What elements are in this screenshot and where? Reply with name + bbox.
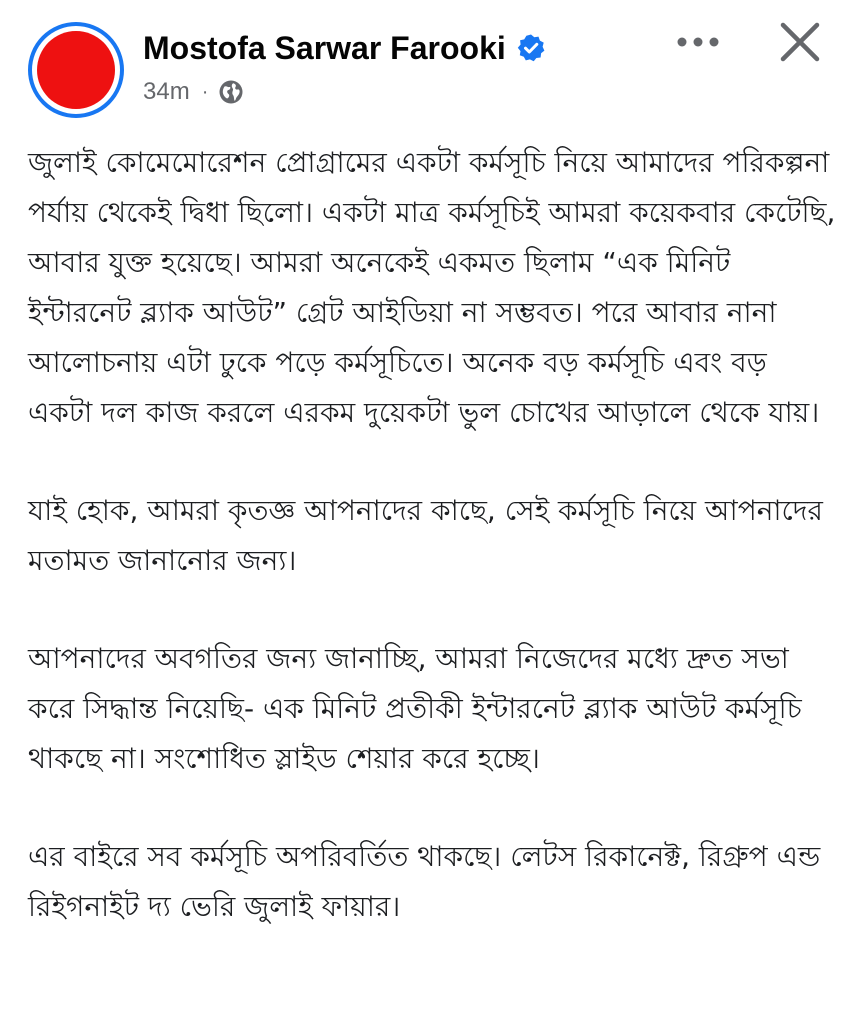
verified-badge-icon bbox=[516, 33, 546, 63]
post-paragraph: আপনাদের অবগতির জন্য জানাচ্ছি, আমরা নিজেদের মধ্যে দ্রুত সভা করে সিদ্ধান্ত নিয়েছি- এক মিনিট প্রতীকী ইন্টারনেট ব্ল্যাক আউট কর্মসূচি থাকছে না। সংশোধিত স্লাইড শেয়ার করে হচ্ছে। bbox=[28, 642, 802, 775]
close-button[interactable] bbox=[772, 14, 828, 70]
post-timestamp[interactable]: 34m bbox=[143, 78, 190, 105]
post-header bbox=[0, 0, 847, 125]
author-name[interactable]: Mostofa Sarwar Farooki bbox=[143, 29, 506, 66]
avatar-image bbox=[37, 31, 115, 109]
author-row bbox=[143, 24, 546, 72]
post-paragraph: জুলাই কোমেমোরেশন প্রোগ্রামের একটা কর্মসূচি নিয়ে আমাদের পরিকল্পনা পর্যায় থেকেই দ্বিধা ছিলো। একটা মাত্র কর্মসূচিই আমরা কয়েকবার কেটেছি, আবার যুক্ত হয়েছে। আমরা অনেকেই একমত ছিলাম “এক মিনিট ইন্টারনেট ব্ল্যাক আউট” গ্রেট আইডিয়া না সম্ভবত। পরে আবার নানা আলোচনায় এটা ঢুকে পড়ে কর্মসূচিতে। অনেক বড় কর্মসূচি এবং বড় একটা দল কাজ করলে এরকম দুয়েকটা ভুল চোখের আড়ালে থেকে যায়। bbox=[28, 146, 836, 429]
more-options-icon bbox=[676, 36, 720, 48]
globe-icon bbox=[218, 79, 244, 105]
post-meta bbox=[143, 74, 244, 110]
post-paragraph: এর বাইরে সব কর্মসূচি অপরিবর্তিত থাকছে। লেটস রিকানেক্ট, রিগ্রুপ এন্ড রিইগনাইট দ্য ভেরি জুলাই ফায়ার। bbox=[28, 840, 821, 923]
avatar[interactable] bbox=[28, 22, 124, 118]
post-body bbox=[28, 138, 838, 932]
close-icon bbox=[780, 22, 820, 62]
meta-separator: · bbox=[201, 80, 209, 103]
more-options-button[interactable] bbox=[668, 20, 728, 64]
post-paragraph: যাই হোক, আমরা কৃতজ্ঞ আপনাদের কাছে, সেই কর্মসূচি নিয়ে আপনাদের মতামত জানানোর জন্য। bbox=[28, 494, 823, 577]
